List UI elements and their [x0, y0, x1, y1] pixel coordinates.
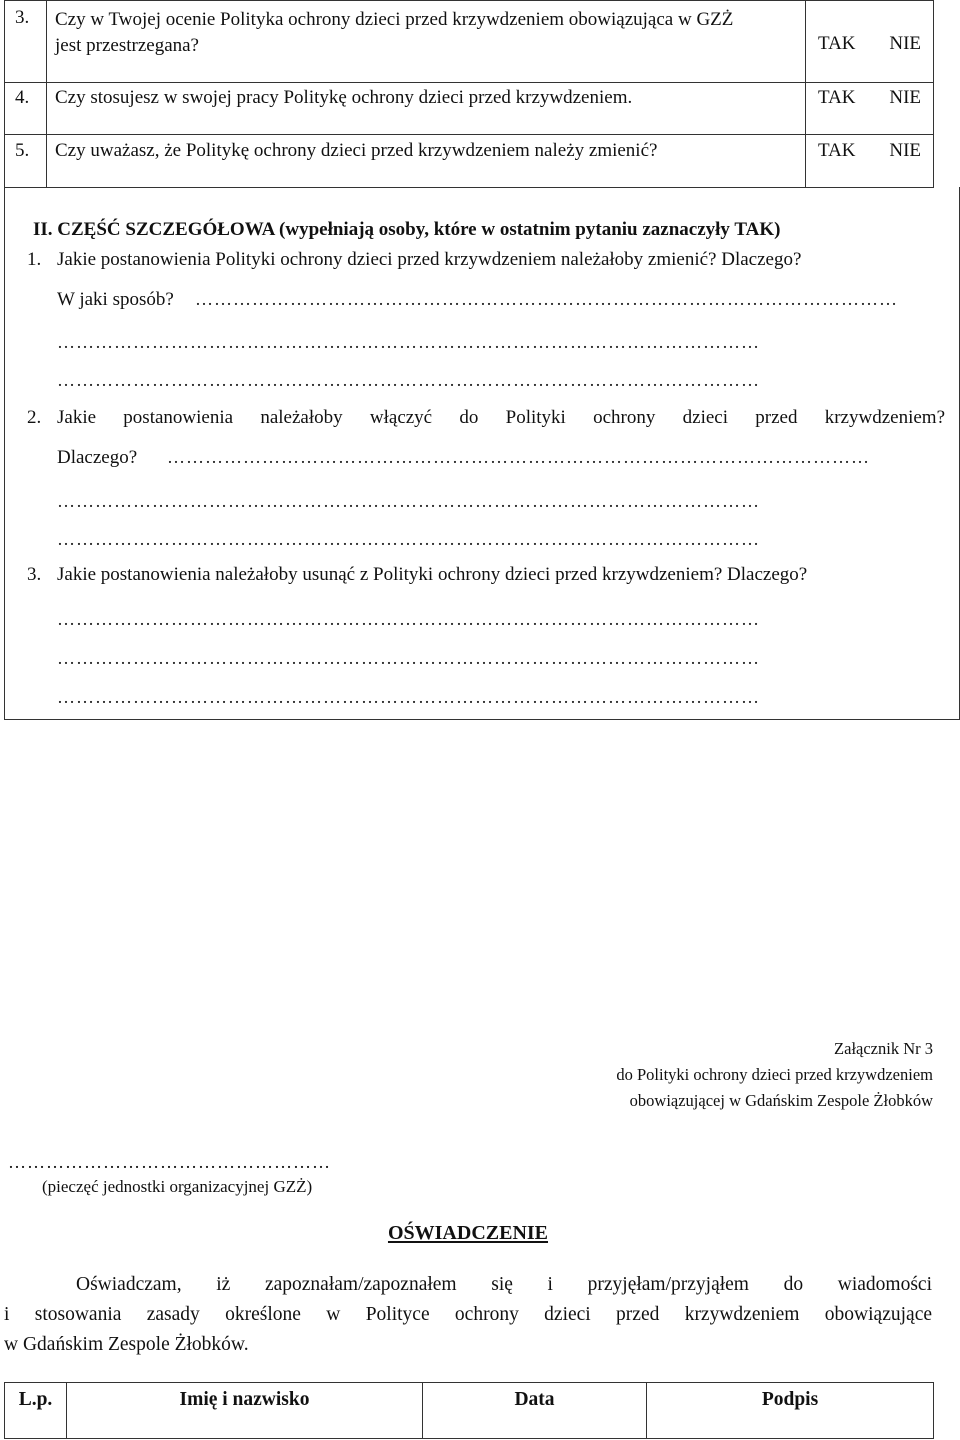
item-question-cont: W jaki sposób?: [57, 289, 174, 310]
item-question: Jakie postanowienia należałoby usunąć z Polityki ochrony dzieci przed krzywdzeniem? Dlaczego?: [57, 564, 808, 585]
answer-cell[interactable]: [806, 135, 934, 188]
answer-dots[interactable]: …………………………………………………………………………………………………: [57, 491, 760, 511]
question-row-3: [5, 1, 934, 83]
detailed-section: [4, 187, 960, 720]
answer-yes[interactable]: TAK: [818, 87, 856, 108]
answer-yes[interactable]: TAK: [818, 140, 856, 161]
stamp-label: (pieczęć jednostki organizacyjnej GZŻ): [42, 1177, 313, 1196]
signature-header-row: [5, 1383, 934, 1439]
answer-no[interactable]: NIE: [889, 33, 921, 54]
section-heading: II. CZĘŚĆ SZCZEGÓŁOWA (wypełniają osoby, które w ostatnim pytaniu zaznaczyły TAK): [33, 219, 781, 240]
item-number: 1.: [27, 249, 42, 270]
question-number: 4.: [5, 83, 47, 135]
answer-dots[interactable]: …………………………………………………………………………………………………: [57, 687, 760, 707]
declaration-line-1: Oświadczam, iż zapoznałam/zapoznałem się i przyjęłam/przyjąłem do wiadomości: [76, 1274, 932, 1295]
answer-no[interactable]: NIE: [889, 140, 921, 161]
item-number: 2.: [27, 407, 42, 428]
question-text: Czy uważasz, że Politykę ochrony dzieci przed krzywdzeniem należy zmienić?: [47, 135, 806, 188]
question-text: Czy stosujesz w swojej pracy Politykę ochrony dzieci przed krzywdzeniem.: [47, 83, 806, 135]
question-row-4: [5, 83, 934, 135]
declaration-line-3: w Gdańskim Zespole Żłobków.: [4, 1334, 249, 1355]
question-row-5: [5, 135, 934, 188]
question-text: Czy w Twojej ocenie Polityka ochrony dzieci przed krzywdzeniem obowiązująca w GZŻ jest przestrzegana?: [47, 1, 806, 83]
answer-dots[interactable]: …………………………………………………………………………………………………: [195, 289, 898, 309]
annex-number: Załącznik Nr 3: [834, 1039, 933, 1058]
annex-policy: do Polityki ochrony dzieci przed krzywdzeniem: [616, 1065, 933, 1084]
annex-header: [616, 1036, 933, 1114]
answer-dots[interactable]: …………………………………………………………………………………………………: [57, 332, 760, 352]
answer-yes[interactable]: TAK: [818, 33, 856, 54]
questions-table: [4, 0, 934, 188]
answer-dots[interactable]: …………………………………………………………………………………………………: [167, 447, 870, 467]
annex-institution: obowiązującej w Gdańskim Zespole Żłobków: [629, 1091, 933, 1110]
col-date: Data: [423, 1383, 647, 1439]
item-question: Jakie postanowienia należałoby włączyć do Polityki ochrony dzieci przed krzywdzeniem?: [57, 407, 945, 428]
stamp-dots[interactable]: ……………………………………………: [8, 1152, 331, 1172]
answer-dots[interactable]: …………………………………………………………………………………………………: [57, 648, 760, 668]
col-lp: L.p.: [5, 1383, 67, 1439]
declaration-body: [4, 1270, 932, 1360]
col-name: Imię i nazwisko: [67, 1383, 423, 1439]
item-number: 3.: [27, 564, 42, 585]
signature-table: [4, 1382, 934, 1439]
answer-cell[interactable]: [806, 83, 934, 135]
col-signature: Podpis: [647, 1383, 934, 1439]
declaration-title: OŚWIADCZENIE: [387, 1222, 549, 1244]
question-number: 5.: [5, 135, 47, 188]
answer-dots[interactable]: …………………………………………………………………………………………………: [57, 370, 760, 390]
item-question-cont: Dlaczego?: [57, 447, 138, 468]
item-question: Jakie postanowienia Polityki ochrony dzieci przed krzywdzeniem należałoby zmienić? Dlaczego?: [57, 249, 802, 270]
question-number: 3.: [5, 1, 47, 83]
declaration-line-2: i stosowania zasady określone w Polityce ochrony dzieci przed krzywdzeniem obowiązujące: [4, 1304, 932, 1325]
answer-no[interactable]: NIE: [889, 87, 921, 108]
answer-dots[interactable]: …………………………………………………………………………………………………: [57, 609, 760, 629]
answer-dots[interactable]: …………………………………………………………………………………………………: [57, 529, 760, 549]
answer-cell[interactable]: [806, 1, 934, 83]
